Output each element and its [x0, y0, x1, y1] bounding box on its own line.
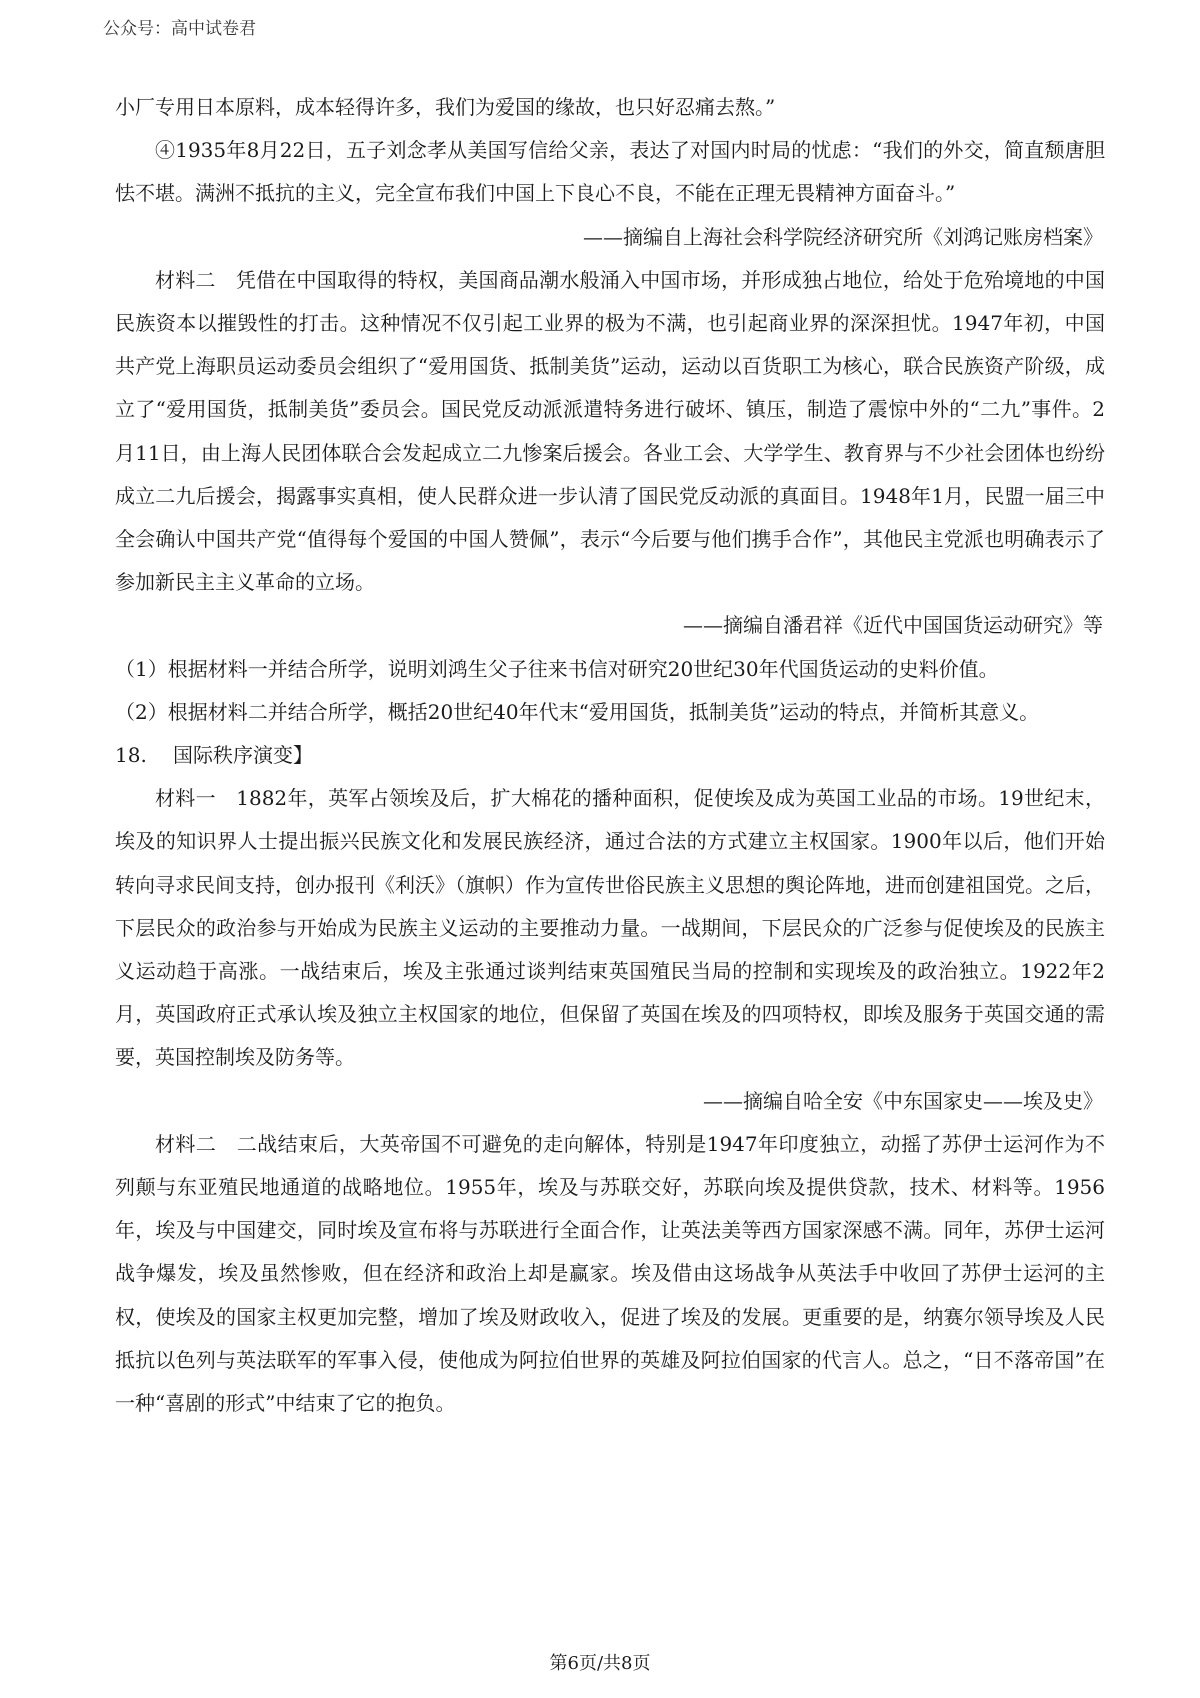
question-topic: 国际秩序演变】: [173, 743, 313, 768]
question-number: 18.: [115, 743, 147, 768]
paragraph-continuation: 小厂专用日本原料，成本轻得许多，我们为爱国的缘故，也只好忍痛去熬。”: [115, 95, 776, 119]
document-body: [115, 86, 1105, 1425]
source-citation-2: ——摘编自潘君祥《近代中国国货运动研究》等: [683, 613, 1103, 638]
paragraph-material-2: 材料二 凭借在中国取得的特权，美国商品潮水般涌入中国市场，并形成独占地位，给处于危殆境地的中国民族资本以摧毁性的打击。这种情况不仅引起工业界的极为不满，也引起商业界的深深担忧。1947年初，中国共产党上海职员运动委员会组织了“爱用国货、抵制美货”运动，运动以百货职工为核心，联合民族资产阶级，成立了“爱用国货，抵制美货”委员会。国民党反动派派遣特务进行破坏、镇压，制造了震惊中外的“二九”事件。2月11日，由上海人民团体联合会发起成立二九惨案后援会。各业工会、大学学生、教育界与不少社会团体也纷纷成立二九后援会，揭露事实真相，使人民群众进一步认清了国民党反动派的真面目。1948年1月，民盟一届三中全会确认中国共产党“值得每个爱国的中国人赞佩”，表示“今后要与他们携手合作”，其他民主党派也明确表示了参加新民主主义革命的立场。: [115, 267, 1105, 595]
source-citation-1: ——摘编自上海社会科学院经济研究所《刘鸿记账房档案》: [583, 224, 1103, 249]
page-header-source: 公众号：高中试卷君: [103, 19, 256, 39]
paragraph-material-2-egypt: 材料二 二战结束后，大英帝国不可避免的走向解体，特别是1947年印度独立，动摇了苏伊士运河作为不列颠与东亚殖民地通道的战略地位。1955年，埃及与苏联交好，苏联向埃及提供贷款，技术、材料等。1956年，埃及与中国建交，同时埃及宣布将与苏联进行全面合作，让英法美等西方国家深感不满。同年，苏伊士运河战争爆发，埃及虽然惨败，但在经济和政治上却是赢家。埃及借由这场战争从英法手中收回了苏伊士运河的主权，使埃及的国家主权更加完整，增加了埃及财政收入，促进了埃及的发展。更重要的是，纳赛尔领导埃及人民抵抗以色列与英法联军的军事入侵，使他成为阿拉伯世界的英雄及阿拉伯国家的代言人。总之，“日不落帝国”在一种“喜剧的形式”中结束了它的抱负。: [115, 1131, 1105, 1416]
paragraph-material-1-egypt: 材料一 1882年，英军占领埃及后，扩大棉花的播种面积，促使埃及成为英国工业品的市场。19世纪末，埃及的知识界人士提出振兴民族文化和发展民族经济，通过合法的方式建立主权国家。1900年以后，他们开始转向寻求民间支持，创办报刊《利沃》（旗帜）作为宣传世俗民族主义思想的舆论阵地，进而创建祖国党。之后，下层民众的政治参与开始成为民族主义运动的主要推动力量。一战期间，下层民众的广泛参与促使埃及的民族主义运动趋于高涨。一战结束后，埃及主张通过谈判结束英国殖民当局的控制和实现埃及的政治独立。1922年2月，英国政府正式承认埃及独立主权国家的地位，但保留了英国在埃及的四项特权，即埃及服务于英国交通的需要，英国控制埃及防务等。: [115, 786, 1105, 1070]
page-number: 第6页/共8页: [549, 1653, 651, 1674]
question-2: （2）根据材料二并结合所学，概括20世纪40年代末“爱用国货，抵制美货”运动的特点，并简析其意义。: [115, 699, 1040, 724]
question-1: （1）根据材料一并结合所学，说明刘鸿生父子往来书信对研究20世纪30年代国货运动的史料价值。: [115, 656, 999, 681]
source-citation-3: ——摘编自哈全安《中东国家史——埃及史》: [703, 1088, 1103, 1113]
question-18-heading: [115, 734, 1105, 777]
paragraph-letter-4: ④1935年8月22日，五子刘念孝从美国写信给父亲，表达了对国内时局的忧虑：“我们的外交，简直颓唐胆怯不堪。满洲不抵抗的主义，完全宣布我们中国上下良心不良，不能在正理无畏精神方面奋斗。”: [115, 138, 1105, 206]
